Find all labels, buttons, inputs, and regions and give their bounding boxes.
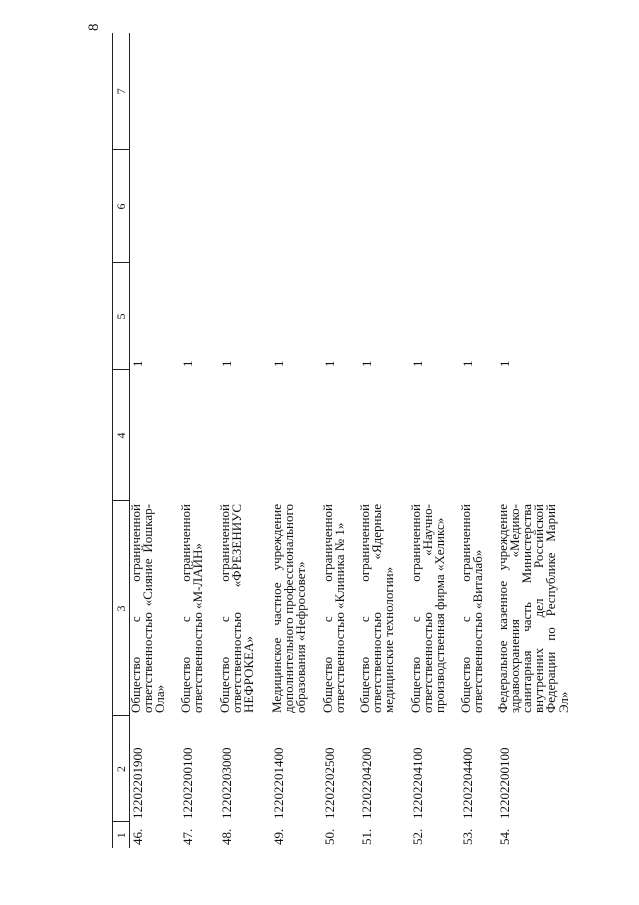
- row-number: 50.: [321, 828, 337, 845]
- table-row: [130, 33, 180, 848]
- row-col4: [180, 370, 219, 501]
- table-row: [271, 33, 322, 848]
- row-code: 12202204100: [409, 747, 425, 819]
- row-col6: [219, 150, 271, 263]
- row-col6: [460, 150, 497, 263]
- row-col4: [271, 370, 322, 501]
- row-organization-name: Общество с ограниченной ответственностью «Научно-производственная фирма «Хеликс»: [407, 504, 447, 713]
- column-header-4: 4: [113, 370, 130, 501]
- row-number: 46.: [130, 828, 145, 845]
- row-col6: [180, 150, 219, 263]
- rotated-sheet: [112, 33, 571, 848]
- row-number: 48.: [218, 828, 234, 845]
- row-col7: [359, 33, 410, 150]
- row-col7: [410, 33, 460, 150]
- row-number: 53.: [459, 828, 475, 845]
- table-row: [460, 33, 497, 848]
- table-row: [359, 33, 410, 848]
- column-header-1: 1: [113, 822, 130, 848]
- row-col4: [410, 370, 460, 501]
- row-col5-value: 1: [409, 360, 425, 367]
- row-col6: [497, 150, 570, 263]
- row-col7: [130, 33, 180, 150]
- row-code: 12202200100: [179, 747, 195, 819]
- row-number: 47.: [179, 828, 195, 845]
- row-code: 12202202500: [321, 747, 337, 819]
- row-code: 12202204200: [358, 747, 374, 819]
- row-organization-name: Общество с ограниченной ответственностью «М-ЛАЙН»: [177, 504, 205, 713]
- row-organization-name: Общество с ограниченной ответственностью «Клиника № 1»: [319, 504, 347, 713]
- page-number: 8: [86, 23, 102, 31]
- document-table: [112, 33, 570, 848]
- row-col4: [359, 370, 410, 501]
- row-organization-name: Медицинское частное учреждение дополнительного профессионального образования «Нефросовет»: [268, 504, 308, 713]
- row-col5-value: 1: [321, 360, 337, 367]
- row-col6: [359, 150, 410, 263]
- row-number: 54.: [496, 828, 512, 845]
- row-col7: [180, 33, 219, 150]
- table-row: [322, 33, 359, 848]
- row-col4: [130, 370, 180, 501]
- table-row: [410, 33, 460, 848]
- row-organization-name: Федеральное казенное учреждение здравоохранения «Медико-санитарная часть Министерства внутренних дел Российской Федерации по Республике Марий Эл»: [494, 504, 571, 713]
- row-col4: [460, 370, 497, 501]
- row-number: 51.: [358, 828, 374, 845]
- row-col7: [497, 33, 570, 150]
- row-col5-value: 1: [130, 360, 145, 367]
- row-col4: [219, 370, 271, 501]
- row-col7: [271, 33, 322, 150]
- table-row: [497, 33, 570, 848]
- row-number: 52.: [409, 828, 425, 845]
- column-header-3: 3: [113, 501, 130, 716]
- row-col7: [460, 33, 497, 150]
- row-col5-value: 1: [496, 360, 512, 367]
- row-col5-value: 1: [179, 360, 195, 367]
- table-row: [219, 33, 271, 848]
- row-col7: [322, 33, 359, 150]
- row-code: 12202204400: [459, 747, 475, 819]
- row-organization-name: Общество с ограниченной ответственностью «Ядерные медицинские технологии»: [356, 504, 396, 713]
- row-code: 12202201400: [270, 747, 286, 819]
- row-col5-value: 1: [459, 360, 475, 367]
- table-row: [180, 33, 219, 848]
- row-number: 49.: [270, 828, 286, 845]
- column-header-7: 7: [113, 33, 130, 150]
- row-code: 12202201900: [130, 747, 145, 819]
- row-col6: [130, 150, 180, 263]
- row-organization-name: Общество с ограниченной ответственностью «Виталаб»: [457, 504, 485, 713]
- row-organization-name: Общество с ограниченной ответственностью «ФРЕЗЕНИУС НЕФРОКЕА»: [216, 504, 256, 713]
- row-col5-value: 1: [270, 360, 286, 367]
- header-row: [113, 33, 130, 848]
- row-code: 12202200100: [496, 747, 512, 819]
- row-col6: [271, 150, 322, 263]
- table-body: [130, 33, 570, 848]
- row-col4: [497, 370, 570, 501]
- row-col5-value: 1: [358, 360, 374, 367]
- row-organization-name: Общество с ограниченной ответственностью «Сияние Йошкар-Ола»: [128, 504, 168, 713]
- column-header-2: 2: [113, 716, 130, 822]
- row-col6: [410, 150, 460, 263]
- column-header-5: 5: [113, 263, 130, 370]
- row-code: 12202203000: [218, 747, 234, 819]
- column-header-6: 6: [113, 150, 130, 263]
- row-col7: [219, 33, 271, 150]
- row-col5-value: 1: [218, 360, 234, 367]
- row-col6: [322, 150, 359, 263]
- row-col4: [322, 370, 359, 501]
